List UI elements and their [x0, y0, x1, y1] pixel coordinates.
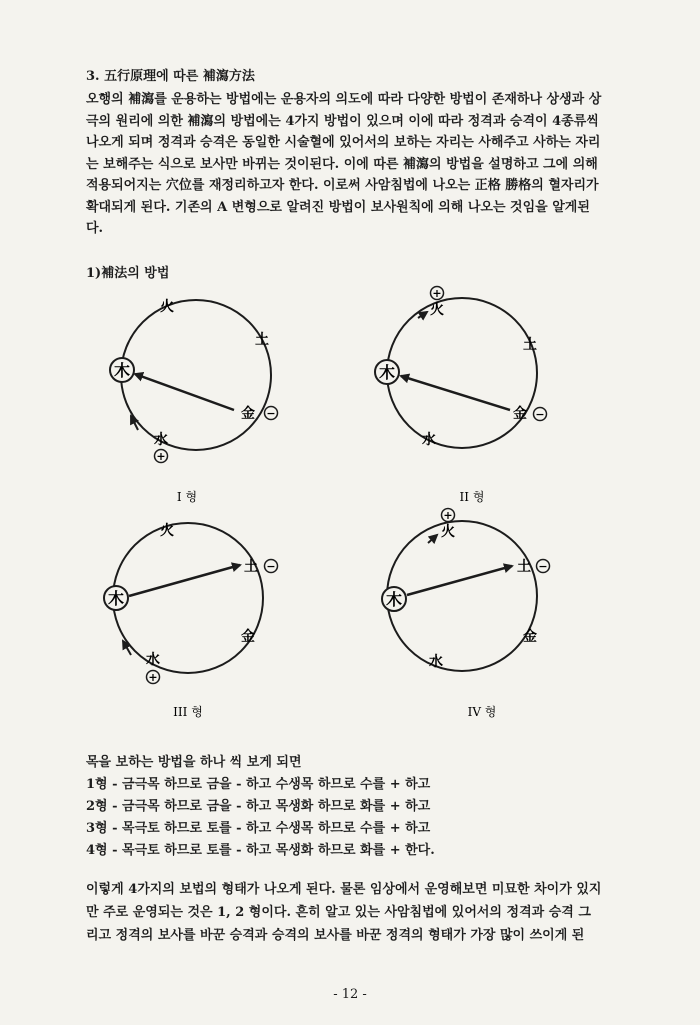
plus-sign-label: +	[443, 509, 453, 522]
fire-label: 火	[430, 302, 444, 318]
earth-label: 土	[523, 337, 537, 353]
list-item: 2형 - 금극목 하므로 금을 - 하고 목생화 하므로 화를 + 하고	[86, 799, 431, 814]
type-3-label: III 형	[173, 705, 203, 719]
diagram-type-1	[110, 299, 278, 504]
wood-label: 木	[378, 363, 396, 382]
intro-line: 나오게 되며 정격과 승격은 동일한 시술혈에 있어서의 보하는 자리는 사해주고 사하는 자리	[86, 135, 601, 150]
closing-line: 리고 정격의 보사를 바꾼 승격과 승격의 보사를 바꾼 정격의 형태가 가장 많이 쓰이게 된	[86, 928, 585, 943]
earth-label: 土	[255, 332, 269, 348]
plus-sign-label: +	[148, 671, 158, 684]
cycle-circle	[387, 298, 537, 448]
closing-line: 이렇게 4가지의 보법의 형태가 나오게 된다. 물론 임상에서 운영해보면 미묘한 차이가 있지	[86, 882, 602, 897]
list-item: 3형 - 목극토 하므로 토를 - 하고 수생목 하므로 수를 + 하고	[86, 821, 431, 836]
fire-label: 火	[441, 524, 455, 540]
wood-to-fire-arrow	[428, 535, 437, 543]
control-arrow	[135, 374, 234, 410]
list-item: 1형 - 금극목 하므로 금을 - 하고 수생목 하므로 수를 + 하고	[86, 777, 431, 792]
plus-sign-label: +	[156, 450, 166, 463]
list-intro: 목을 보하는 방법을 하나 씩 보게 되면	[86, 755, 302, 770]
type-4-label: IV 형	[467, 705, 497, 719]
type-2-label: II 형	[459, 490, 485, 504]
water-label: 水	[154, 432, 168, 448]
metal-label: 金	[241, 629, 255, 645]
intro-line: 오행의 補瀉를 운용하는 방법에는 운용자의 의도에 따라 다양한 방법이 존재하나 상생과 상	[86, 92, 602, 107]
closing-line: 만 주로 운영되는 것은 1, 2 형이다. 흔히 알고 있는 사암침법에 있어서의 정격과 승격 그	[86, 905, 591, 920]
earth-label: 土	[517, 559, 531, 575]
type-1-label: I 형	[176, 490, 198, 504]
plus-sign-label: +	[432, 287, 442, 300]
diagram-type-4	[382, 509, 550, 720]
cycle-circle	[387, 521, 537, 671]
closing-paragraph	[86, 878, 666, 947]
method-list	[86, 752, 435, 862]
control-arrow	[407, 566, 512, 595]
intro-line: 는 보해주는 식으로 보사만 바뀌는 것이된다. 이에 따른 補瀉의 방법을 설명하고 그에 의해	[86, 156, 598, 172]
earth-label: 土	[244, 559, 258, 575]
wood-label: 木	[113, 361, 131, 380]
minus-sign-label: −	[538, 560, 548, 573]
metal-label: 金	[523, 629, 537, 645]
metal-label: 金	[241, 406, 255, 422]
intro-line: 적용되어지는 穴位를 재정리하고자 한다. 이로써 사암침법에 나오는 正格 勝格의 혈자리가	[86, 178, 599, 193]
wood-label: 木	[385, 590, 403, 609]
water-label: 水	[146, 652, 160, 668]
control-arrow	[401, 376, 510, 410]
minus-sign-label: −	[266, 560, 276, 573]
cycle-circle	[113, 523, 263, 673]
diagram-type-2	[375, 287, 547, 505]
metal-label: 金	[513, 406, 527, 422]
cycle-circle	[121, 300, 271, 450]
water-label: 水	[422, 432, 436, 448]
minus-sign-label: −	[535, 408, 545, 421]
fire-label: 火	[160, 523, 174, 539]
intro-line: 확대되게 된다. 기존의 A 변형으로 알려진 방법이 보사원칙에 의해 나오는 것임을 알게된	[86, 199, 590, 215]
minus-sign-label: −	[266, 407, 276, 420]
water-label: 水	[429, 654, 443, 670]
subheading: 1)補法의 방법	[86, 266, 170, 281]
intro-line: 다.	[86, 221, 104, 236]
intro-line: 극의 원리에 의한 補瀉의 방법에는 4가지 방법이 있으며 이에 따라 정격과 승격이 4종류씩	[86, 113, 599, 129]
wood-label: 木	[107, 589, 125, 608]
list-item: 4형 - 목극토 하므로 토를 - 하고 목생화 하므로 화를 + 한다.	[86, 843, 435, 858]
section-heading: 3. 五行原理에 따른 補瀉方法	[86, 69, 255, 84]
page-number: - 12 -	[333, 987, 367, 1002]
wood-to-fire-arrow	[418, 312, 427, 318]
control-arrow	[129, 565, 240, 596]
diagram-type-3	[104, 523, 278, 719]
fire-label: 火	[160, 299, 174, 315]
